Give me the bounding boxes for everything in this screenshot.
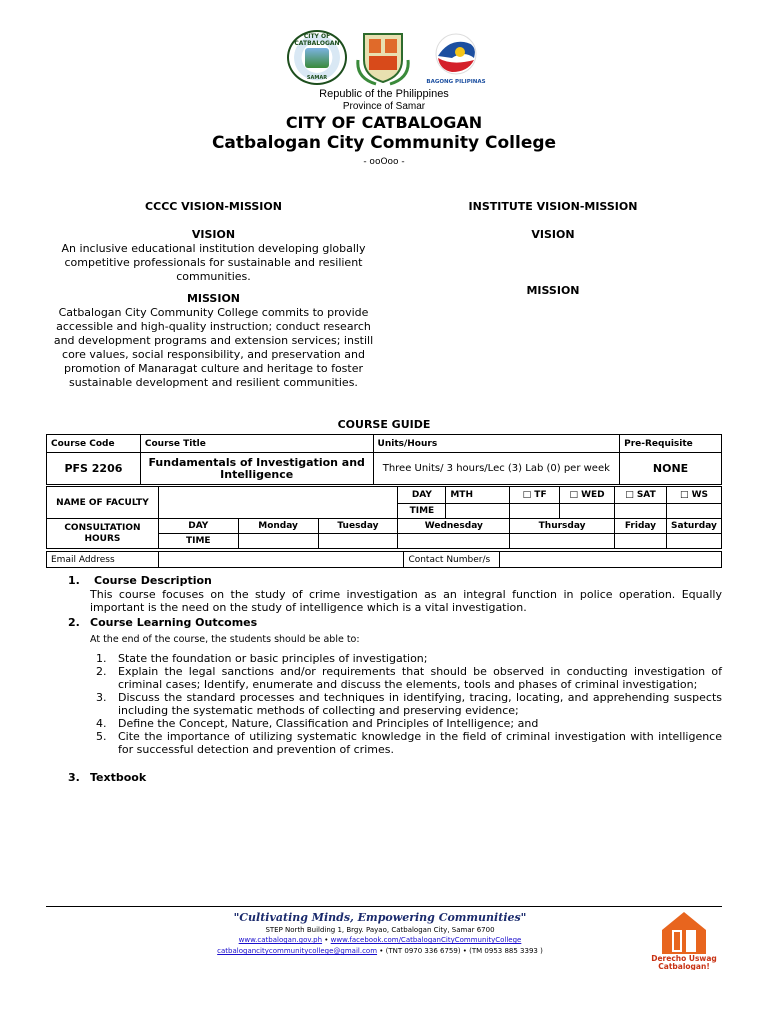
bagong-pilipinas-logo xyxy=(424,30,488,86)
seal-top-text: CITY OF CATBALOGAN xyxy=(294,33,340,47)
section-3-title: Textbook xyxy=(90,771,147,784)
consult-time-cell[interactable] xyxy=(398,534,510,549)
province-text: Province of Samar xyxy=(342,101,426,112)
time-cell xyxy=(614,504,666,519)
day-ws-checkbox[interactable]: □ WS xyxy=(666,487,721,504)
consultation-label: CONSULTATION HOURS xyxy=(47,519,159,549)
units-value: Three Units/ 3 hours/Lec (3) Lab (0) per week xyxy=(373,453,620,485)
cccc-vision-mission xyxy=(52,200,375,390)
day-sat-checkbox[interactable]: □ SAT xyxy=(614,487,666,504)
prereq-value: NONE xyxy=(620,453,722,485)
outcome-item xyxy=(90,730,722,756)
outcome-number: 4. xyxy=(96,717,107,730)
seal-emblem xyxy=(305,48,329,68)
bagong-pilipinas-text: BAGONG PILIPINAS xyxy=(426,79,486,85)
cccc-vision-text: An inclusive educational institution developing globally competitive professionals for sustainable and resilient communities. xyxy=(61,242,366,283)
contact-field[interactable] xyxy=(500,552,722,568)
cccc-mission-text: Catbalogan City Community College commits to provide accessible and high-quality instruction; conduct research and development programs and extension services; instill core values, social responsibility, and preservation and promotion of Manaragat culture and heritage to foster sustainable development and resilient communities. xyxy=(53,306,374,389)
outcome-text: Define the Concept, Nature, Classification and Principles of Intelligence; and xyxy=(118,717,539,730)
institute-mission-heading: MISSION xyxy=(526,284,580,297)
outcome-text: Cite the importance of utilizing systematic knowledge in the field of criminal investigation with intelligence for successful detection and prevention of crimes. xyxy=(118,730,722,756)
consult-time-cell[interactable] xyxy=(238,534,318,549)
course-title-label: Course Title xyxy=(140,435,373,453)
course-title-value: Fundamentals of Investigation and Intelligence xyxy=(140,453,373,485)
outcome-item xyxy=(90,717,722,730)
republic-text: Republic of the Philippines xyxy=(319,88,449,100)
course-guide-title: COURSE GUIDE xyxy=(337,418,431,431)
section-2-number: 2. xyxy=(68,616,80,629)
footer-phones: (TNT 0970 336 6759) • (TM 0953 885 3393 ) xyxy=(385,947,543,955)
course-info-table xyxy=(46,434,722,485)
outcome-item xyxy=(90,665,722,691)
footer-contact: catbalogancitycommunitycollege@gmail.com • (TNT 0970 336 6759) • (TM 0953 885 3393 ) xyxy=(217,947,543,955)
outcome-text: Discuss the standard processes and techniques in identifying, tracing, locating, and apprehending suspects including the systematic methods of collecting and preserving evidence; xyxy=(118,691,722,717)
outcome-text: State the foundation or basic principles of investigation; xyxy=(118,652,428,665)
consult-friday: Friday xyxy=(614,519,666,534)
consult-time-label: TIME xyxy=(158,534,238,549)
email-label: Email Address xyxy=(47,552,159,568)
section-3-number: 3. xyxy=(68,771,80,784)
course-description-text: This course focuses on the study of crime investigation as an integral function in police operation. Equally important is the need on the study of intelligence which is a vital investigation. xyxy=(90,588,722,614)
consult-monday: Monday xyxy=(238,519,318,534)
outcome-item xyxy=(90,652,722,665)
contact-label: Contact Number/s xyxy=(404,552,500,568)
logo-text-2: Catbalogan! xyxy=(658,962,710,970)
day-tf-checkbox[interactable]: □ TF xyxy=(510,487,560,504)
footer-motto: "Cultivating Minds, Empowering Communities" xyxy=(233,911,527,924)
header-ornament: - ooOoo - xyxy=(363,157,405,167)
consult-wednesday: Wednesday xyxy=(398,519,510,534)
course-code-value: PFS 2206 xyxy=(47,453,141,485)
footer-address: STEP North Building 1, Brgy. Payao, Catbalogan City, Samar 6700 xyxy=(265,926,495,934)
consult-time-cell[interactable] xyxy=(666,534,721,549)
cccc-vision-heading: VISION xyxy=(191,228,236,241)
faculty-name-field[interactable] xyxy=(158,487,398,519)
consult-day-label: DAY xyxy=(158,519,238,534)
consult-saturday: Saturday xyxy=(666,519,721,534)
outcome-item xyxy=(90,691,722,717)
contact-table xyxy=(46,551,722,568)
cccc-vm-title: CCCC VISION-MISSION xyxy=(145,200,282,213)
institute-vm-title: INSTITUTE VISION-MISSION xyxy=(468,200,638,213)
consult-time-cell[interactable] xyxy=(318,534,398,549)
day-mth[interactable]: MTH xyxy=(446,487,510,504)
time-label: TIME xyxy=(398,504,446,519)
consult-thursday: Thursday xyxy=(510,519,615,534)
time-cell xyxy=(666,504,721,519)
time-field[interactable] xyxy=(446,504,510,519)
outcome-number: 2. xyxy=(96,665,107,678)
derecho-uswag-logo xyxy=(648,910,720,970)
outcome-number: 5. xyxy=(96,730,107,743)
outcomes-list xyxy=(90,652,722,756)
website-link[interactable]: www.catbalogan.gov.ph xyxy=(238,936,323,944)
outcomes-intro: At the end of the course, the students should be able to: xyxy=(90,634,360,645)
faculty-schedule-table xyxy=(46,486,722,549)
faculty-label: NAME OF FACULTY xyxy=(47,487,159,519)
city-seal-logo xyxy=(287,30,347,85)
college-title: Catbalogan City Community College xyxy=(211,133,557,153)
footer-divider xyxy=(46,906,722,907)
college-crest-logo xyxy=(356,30,410,86)
prereq-label: Pre-Requisite xyxy=(620,435,722,453)
logo-text-1: Derecho Uswag xyxy=(651,954,717,963)
facebook-link[interactable]: www.facebook.com/CatbaloganCityCommunityCollege xyxy=(330,936,522,944)
time-cell xyxy=(510,504,560,519)
section-2-title: Course Learning Outcomes xyxy=(90,616,258,629)
time-cell xyxy=(560,504,615,519)
institute-vision-mission xyxy=(413,200,693,298)
institute-vision-heading: VISION xyxy=(531,228,575,241)
consult-time-cell[interactable] xyxy=(614,534,666,549)
outcome-number: 1. xyxy=(96,652,107,665)
course-code-label: Course Code xyxy=(47,435,141,453)
cccc-mission-heading: MISSION xyxy=(186,292,241,305)
city-title: CITY OF CATBALOGAN xyxy=(285,113,483,132)
consult-time-cell[interactable] xyxy=(510,534,615,549)
outcome-number: 3. xyxy=(96,691,107,704)
email-field[interactable] xyxy=(158,552,404,568)
units-label: Units/Hours xyxy=(373,435,620,453)
day-wed-checkbox[interactable]: □ WED xyxy=(560,487,615,504)
day-label: DAY xyxy=(398,487,446,504)
consult-tuesday: Tuesday xyxy=(318,519,398,534)
footer-links: www.catbalogan.gov.ph • www.facebook.com/CatbaloganCityCommunityCollege xyxy=(238,936,522,944)
section-1-title: Course Description xyxy=(94,574,212,587)
section-1-number: 1. xyxy=(68,574,80,587)
email-link[interactable]: catbalogancitycommunitycollege@gmail.com xyxy=(217,947,378,955)
outcome-text: Explain the legal sanctions and/or requirements that should be observed in conducting investigation of criminal cases; Identify, enumerate and discuss the elements, tools and phases of criminal investigation; xyxy=(118,665,722,691)
seal-bottom-text: SAMAR xyxy=(306,75,328,81)
